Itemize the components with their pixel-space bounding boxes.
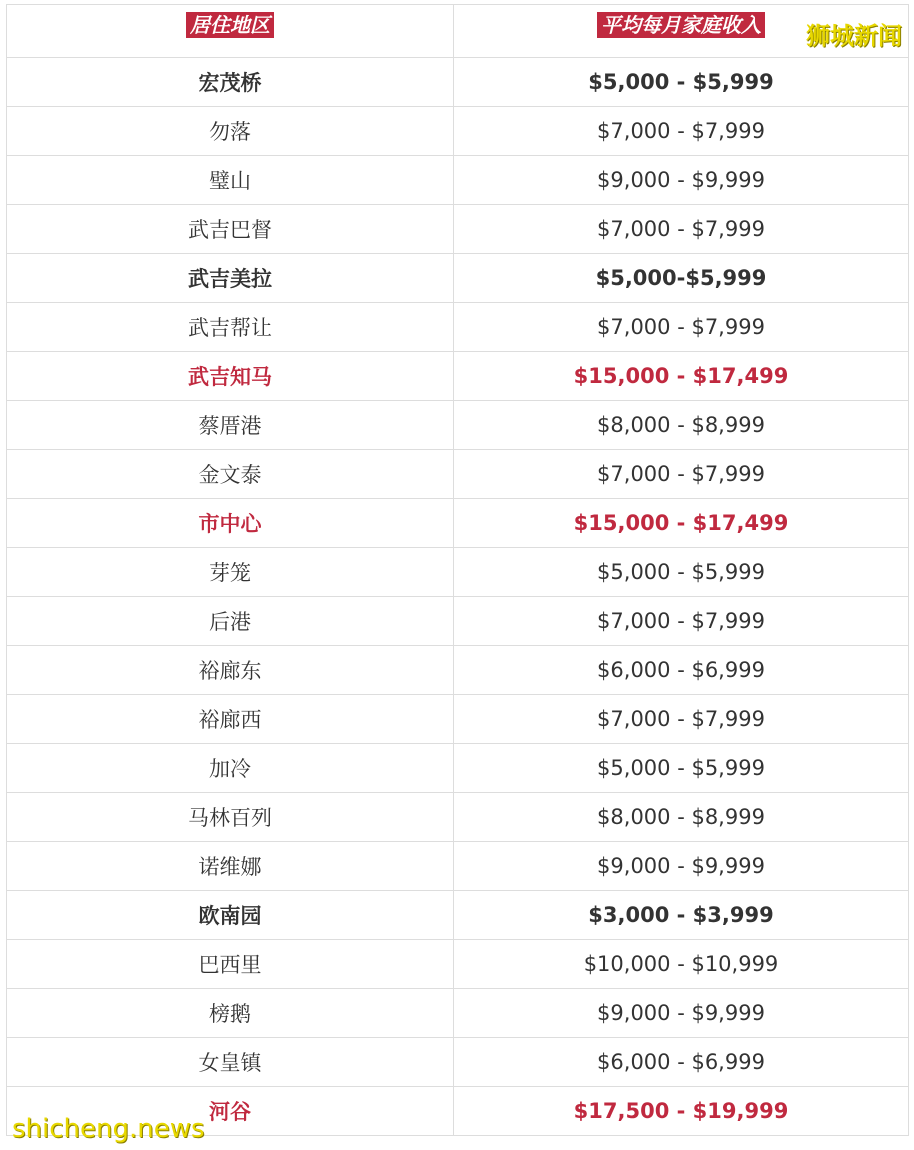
region-cell: 芽笼 <box>7 548 454 596</box>
table-row <box>7 940 909 989</box>
income-cell: $15,000 - $17,499 <box>454 352 909 400</box>
income-cell: $17,500 - $19,999 <box>454 1087 909 1135</box>
income-cell: $5,000 - $5,999 <box>454 548 909 596</box>
income-cell: $7,000 - $7,999 <box>454 597 909 645</box>
income-cell: $6,000 - $6,999 <box>454 646 909 694</box>
income-column-header: 平均每月家庭收入 <box>597 12 765 38</box>
table-row <box>7 303 909 352</box>
table-header-row <box>7 5 909 58</box>
region-cell: 加冷 <box>7 744 454 792</box>
region-cell: 璧山 <box>7 156 454 204</box>
income-cell: $7,000 - $7,999 <box>454 450 909 498</box>
region-cell: 榜鹅 <box>7 989 454 1037</box>
region-cell: 市中心 <box>7 499 454 547</box>
watermark-top-right: 狮城新闻 <box>806 22 902 50</box>
table-row <box>7 793 909 842</box>
income-cell: $10,000 - $10,999 <box>454 940 909 988</box>
income-cell: $9,000 - $9,999 <box>454 156 909 204</box>
region-cell: 蔡厝港 <box>7 401 454 449</box>
table-row <box>7 58 909 107</box>
region-cell: 裕廊东 <box>7 646 454 694</box>
income-table <box>6 4 909 1136</box>
income-cell: $7,000 - $7,999 <box>454 205 909 253</box>
income-cell: $8,000 - $8,999 <box>454 793 909 841</box>
table-row <box>7 597 909 646</box>
table-row <box>7 891 909 940</box>
region-cell: 后港 <box>7 597 454 645</box>
income-cell: $5,000-$5,999 <box>454 254 909 302</box>
region-cell: 巴西里 <box>7 940 454 988</box>
income-cell: $9,000 - $9,999 <box>454 842 909 890</box>
table-row <box>7 548 909 597</box>
table-row <box>7 205 909 254</box>
region-cell: 武吉知马 <box>7 352 454 400</box>
income-cell: $5,000 - $5,999 <box>454 744 909 792</box>
income-cell: $9,000 - $9,999 <box>454 989 909 1037</box>
income-cell: $5,000 - $5,999 <box>454 58 909 106</box>
region-cell: 武吉帮让 <box>7 303 454 351</box>
table-row <box>7 989 909 1038</box>
table-row <box>7 107 909 156</box>
table-row <box>7 744 909 793</box>
region-cell: 诺维娜 <box>7 842 454 890</box>
watermark-bottom-left: shicheng.news <box>12 1114 205 1144</box>
region-cell: 裕廊西 <box>7 695 454 743</box>
table-row <box>7 646 909 695</box>
table-row <box>7 842 909 891</box>
region-cell: 欧南园 <box>7 891 454 939</box>
table-row <box>7 695 909 744</box>
table-body <box>7 58 909 1136</box>
region-cell: 勿落 <box>7 107 454 155</box>
region-cell: 河谷 <box>7 1087 454 1135</box>
region-column-header: 居住地区 <box>186 12 274 38</box>
income-cell: $7,000 - $7,999 <box>454 695 909 743</box>
income-cell: $15,000 - $17,499 <box>454 499 909 547</box>
table-row <box>7 254 909 303</box>
income-cell: $3,000 - $3,999 <box>454 891 909 939</box>
income-cell: $8,000 - $8,999 <box>454 401 909 449</box>
header-cell-region <box>7 5 454 57</box>
table-row <box>7 401 909 450</box>
table-row <box>7 156 909 205</box>
region-cell: 武吉美拉 <box>7 254 454 302</box>
region-cell: 武吉巴督 <box>7 205 454 253</box>
table-row <box>7 352 909 401</box>
income-cell: $7,000 - $7,999 <box>454 107 909 155</box>
region-cell: 马林百列 <box>7 793 454 841</box>
table-row <box>7 450 909 499</box>
table-row <box>7 1038 909 1087</box>
region-cell: 金文泰 <box>7 450 454 498</box>
income-cell: $7,000 - $7,999 <box>454 303 909 351</box>
income-cell: $6,000 - $6,999 <box>454 1038 909 1086</box>
table-row <box>7 499 909 548</box>
region-cell: 宏茂桥 <box>7 58 454 106</box>
region-cell: 女皇镇 <box>7 1038 454 1086</box>
